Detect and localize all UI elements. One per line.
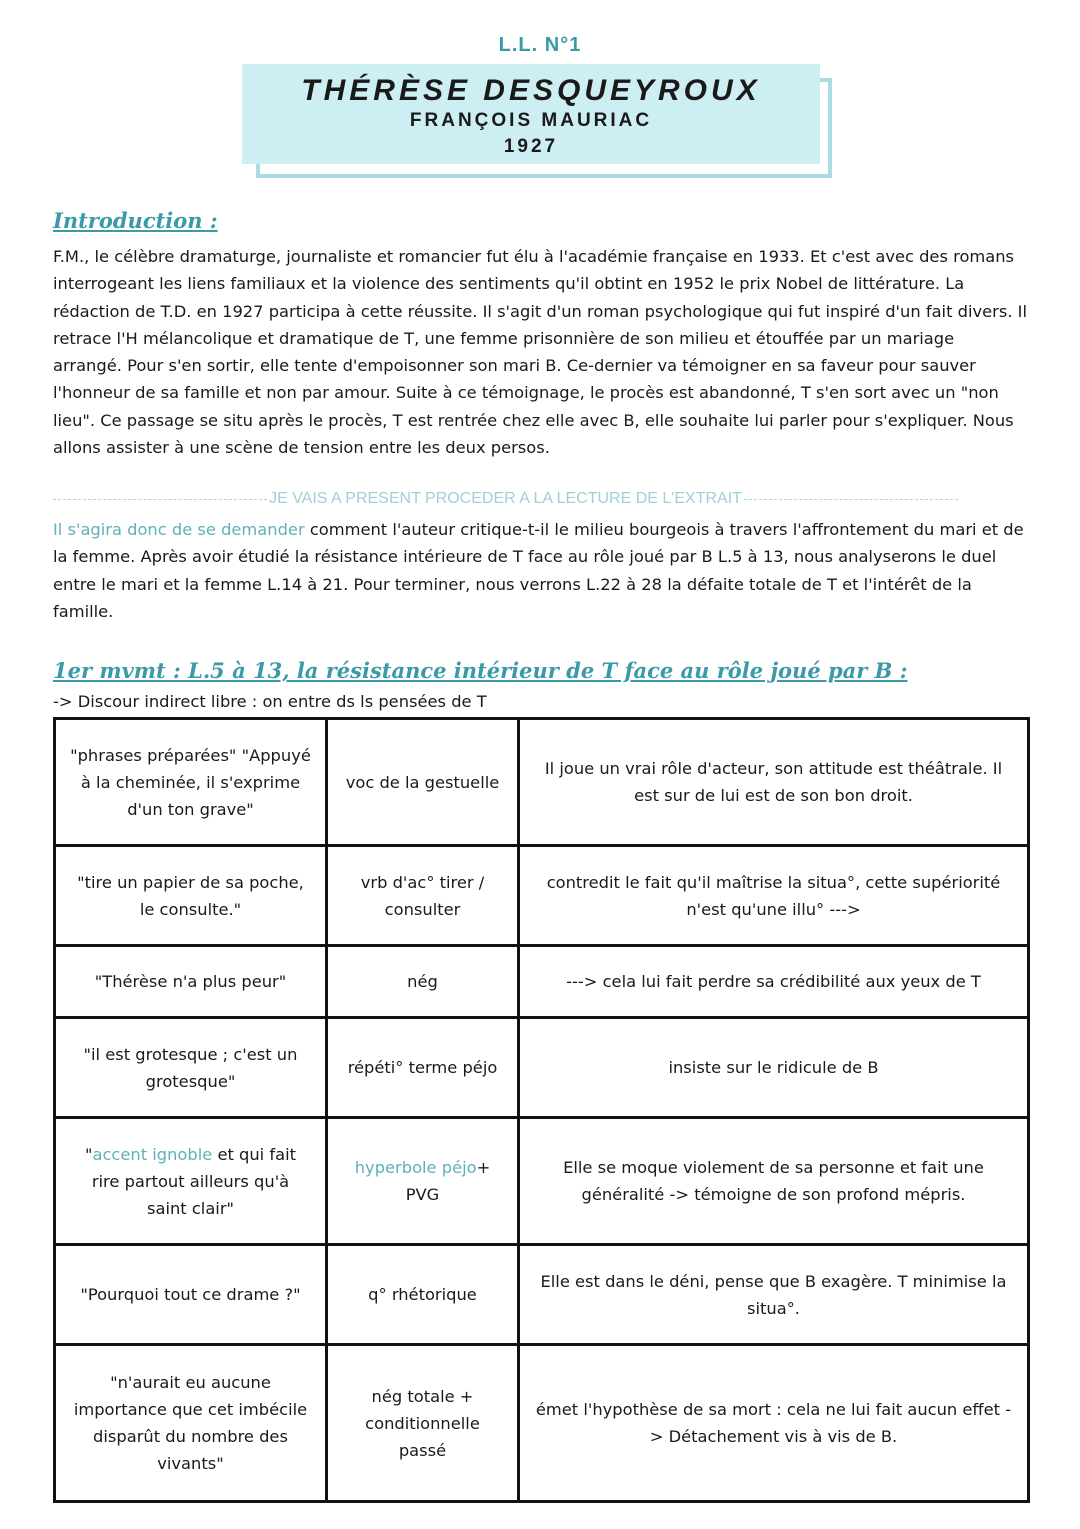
procede-cell: voc de la gestuelle: [327, 719, 519, 846]
author-name: FRANÇOIS MAURIAC: [409, 110, 653, 131]
procede-cell: répéti° terme péjo: [327, 1018, 519, 1118]
analysis-cell: Elle se moque violement de sa personne et fait une généralité -> témoigne de son profond mépris.: [519, 1118, 1029, 1245]
quote-cell: "phrases préparées" "Appuyé à la cheminée, il s'exprime d'un ton grave": [55, 719, 327, 846]
movement-1-note: -> Discour indirect libre : on entre ds ls pensées de T: [53, 692, 487, 711]
procede-rest: + PVG: [405, 1158, 491, 1204]
procede-cell: q° rhétorique: [327, 1245, 519, 1345]
quote-cell: "Thérèse n'a plus peur": [55, 946, 327, 1018]
table-row: [55, 946, 1029, 1018]
table-row: [55, 1118, 1029, 1245]
quote-rest: et qui fait rire partout ailleurs qu'à saint clair": [91, 1144, 297, 1218]
table-row: [55, 1345, 1029, 1502]
publication-year: 1927: [503, 136, 559, 157]
analysis-cell: contredit le fait qu'il maîtrise la situa°, cette supériorité n'est qu'une illu° --->: [519, 846, 1029, 946]
analysis-table: [53, 717, 1030, 1503]
separator-text: JE VAIS A PRESENT PROCEDER A LA LECTURE DE L'EXTRAIT: [269, 490, 742, 507]
title-box: [242, 64, 820, 164]
problematic-lead: Il s'agira donc de se demander: [53, 520, 305, 539]
analysis-cell: émet l'hypothèse de sa mort : cela ne lui fait aucun effet -> Détachement vis à vis de B.: [519, 1345, 1029, 1502]
analysis-cell: ---> cela lui fait perdre sa crédibilité aux yeux de T: [519, 946, 1029, 1018]
quote-cell: "il est grotesque ; c'est un grotesque": [55, 1018, 327, 1118]
analysis-cell: Elle est dans le déni, pense que B exagère. T minimise la situa°.: [519, 1245, 1029, 1345]
separator-dash-right: [744, 499, 958, 500]
table-row: [55, 719, 1029, 846]
quote-cell: "tire un papier de sa poche, le consulte.": [55, 846, 327, 946]
table-row: [55, 846, 1029, 946]
analysis-cell: Il joue un vrai rôle d'acteur, son attitude est théâtrale. Il est sur de lui est de son bon droit.: [519, 719, 1029, 846]
book-title: THÉRÈSE DESQUEYROUX: [301, 74, 761, 107]
page-label: L.L. N°1: [498, 34, 582, 56]
separator-dash-left: [53, 499, 267, 500]
analysis-cell: insiste sur le ridicule de B: [519, 1018, 1029, 1118]
problematic-paragraph: [53, 516, 1028, 625]
introduction-paragraph: F.M., le célèbre dramaturge, journaliste et romancier fut élu à l'académie française en 1933. Et c'est avec des romans interrogeant les liens familiaux et la violence des sentiments qu'il obtint en 1952 le prix Nobel de littérature. La rédaction de T.D. en 1927 participa à cette réussite. Il s'agit d'un roman psychologique qui fut inspiré d'un fait divers. Il retrace l'H mélancolique et dramatique de T, une femme prisonnière de son milieu et étouffée par un mariage arrangé. Pour s'en sortir, elle tente d'empoisonner son mari B. Ce-dernier va témoigner en sa faveur pour sauver l'honneur de sa famille et non par amour. Suite à ce témoignage, le procès est abandonné, T s'en sort avec un "non lieu". Ce passage se situ après le procès, T est rentrée chez elle avec B, elle souhaite lui parler pour s'expliquer. Nous allons assister à une scène de tension entre les deux persos.: [53, 247, 1027, 458]
procede-cell: vrb d'ac° tirer / consulter: [327, 846, 519, 946]
movement-1-heading: 1er mvmt : L.5 à 13, la résistance intérieur de T face au rôle joué par B :: [53, 658, 908, 683]
quote-cell: [55, 1118, 327, 1245]
table-row: [55, 1245, 1029, 1345]
problematic-text: comment l'auteur critique-t-il le milieu bourgeois à travers l'affrontement du mari et de la femme. Après avoir étudié la résistance intérieure de T face au rôle joué par B L.5 à 13, nous analyserons le duel entre le mari et la femme L.14 à 21. Pour terminer, nous verrons L.22 à 28 la défaite totale de T et l'intérêt de la famille.: [53, 520, 1024, 621]
procede-cell: nég: [327, 946, 519, 1018]
quote-cell: "n'aurait eu aucune importance que cet imbécile disparût du nombre des vivants": [55, 1345, 327, 1502]
quote-cell: "Pourquoi tout ce drame ?": [55, 1245, 327, 1345]
quote-highlight: accent ignoble: [92, 1144, 213, 1164]
table-row: [55, 1018, 1029, 1118]
quote-open-mark: ": [84, 1144, 93, 1164]
procede-highlight: hyperbole péjo: [354, 1158, 477, 1177]
procede-cell: nég totale + conditionnelle passé: [327, 1345, 519, 1502]
procede-cell: [327, 1118, 519, 1245]
introduction-heading: Introduction :: [53, 208, 218, 233]
reading-separator: [53, 488, 958, 510]
